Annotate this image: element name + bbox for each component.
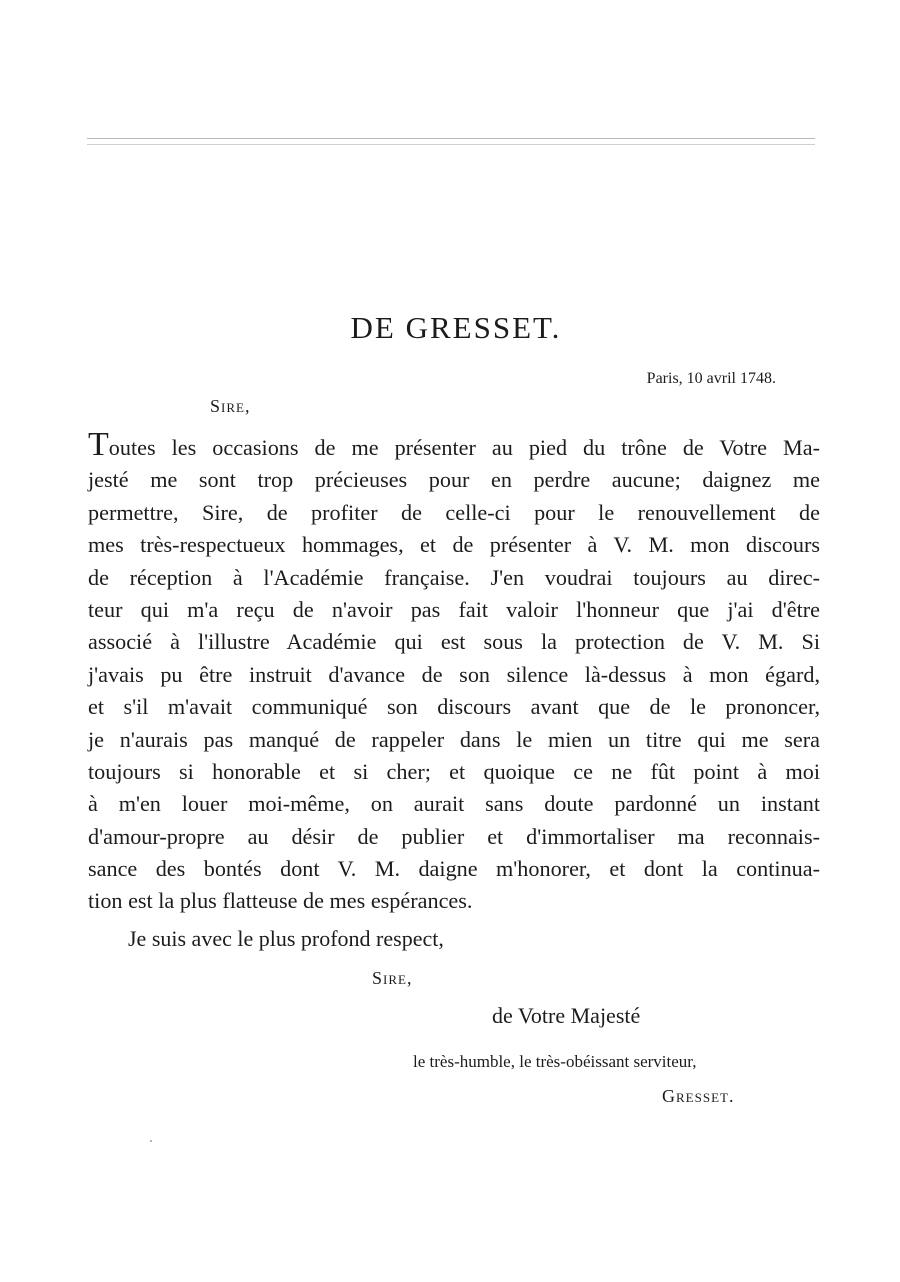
letter-line: à m'en louer moi-même, on aurait sans doute pardonné un instant	[88, 791, 820, 817]
letter-line: teur qui m'a reçu de n'avoir pas fait valoir l'honneur que j'ai d'être	[88, 596, 820, 622]
letter-line: permettre, Sire, de profiter de celle-ci pour le renouvellement de	[88, 499, 820, 525]
signature-sire: Sire,	[372, 968, 413, 988]
page-title: DE GRESSET.	[350, 310, 562, 345]
letter-salutation: Sire,	[210, 396, 251, 416]
letter-line: associé à l'illustre Académie qui est sous la protection de V. M. Si	[88, 629, 820, 655]
drop-cap: T	[88, 426, 109, 463]
letter-line: de réception à l'Académie française. J'en voudrai toujours au direc-	[88, 564, 820, 590]
signature-name: Gresset.	[662, 1086, 735, 1106]
signature-servant: le très-humble, le très-obéissant serviteur,	[413, 1052, 697, 1071]
letter-line: mes très-respectueux hommages, et de présenter à V. M. mon discours	[88, 532, 820, 558]
letter-dateline: Paris, 10 avril 1748.	[646, 370, 776, 387]
letter-line	[88, 426, 820, 464]
letter-line: je n'aurais pas manqué de rappeler dans le mien un titre qui me sera	[88, 726, 820, 752]
header-rule	[87, 138, 815, 145]
letter-line: sance des bontés dont V. M. daigne m'honorer, et dont la continua-	[88, 856, 820, 882]
letter-line-text: outes les occasions de me présenter au pied du trône de Votre Ma-	[108, 435, 820, 460]
letter-line: j'avais pu être instruit d'avance de son silence là-dessus à mon égard,	[88, 661, 820, 687]
letter-line: d'amour-propre au désir de publier et d'immortaliser ma reconnais-	[88, 823, 820, 849]
paper-speck	[150, 1140, 152, 1142]
letter-line: jesté me sont trop précieuses pour en perdre aucune; daignez me	[88, 467, 820, 493]
letter-line: toujours si honorable et si cher; et quoique ce ne fût point à moi	[88, 758, 820, 784]
letter-line: et s'il m'avait communiqué son discours avant que de le prononcer,	[88, 694, 820, 720]
letter-line: tion est la plus flatteuse de mes espérances.	[88, 888, 473, 914]
letter-closing: Je suis avec le plus profond respect,	[128, 926, 444, 951]
signature-majeste: de Votre Majesté	[492, 1003, 641, 1028]
letter-body	[88, 426, 820, 918]
